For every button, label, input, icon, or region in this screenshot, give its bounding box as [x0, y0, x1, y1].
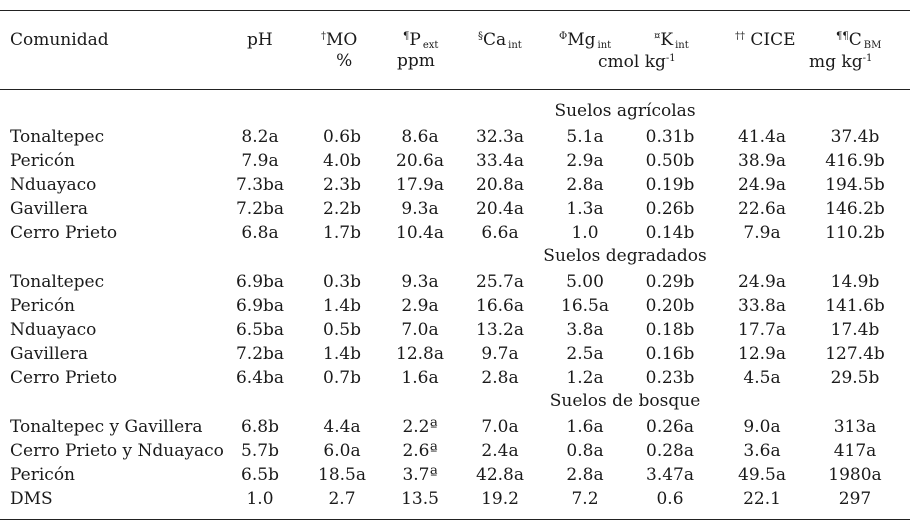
header-mo-label: MO: [326, 30, 358, 50]
header-cice-mark: ††: [735, 31, 745, 42]
value-cell: 141.6b: [825, 296, 885, 316]
value-cell: 20.6a: [396, 151, 444, 171]
value-cell: 9.7a: [481, 344, 519, 364]
value-cell: 14.9b: [830, 272, 880, 292]
value-cell: 297: [838, 489, 872, 509]
value-cell: 9.3a: [401, 199, 439, 219]
value-cell: 2.5a: [566, 344, 604, 364]
table-row: [0, 463, 910, 487]
value-cell: 7.9a: [241, 151, 279, 171]
value-cell: 6.5b: [241, 465, 279, 485]
section-title-label: Suelos agrícolas: [554, 101, 696, 121]
value-cell: 10.4a: [396, 223, 444, 243]
value-cell: 16.6a: [476, 296, 524, 316]
header-mo-unit: %: [336, 51, 353, 71]
community-cell: Gavillera: [10, 199, 88, 219]
value-cell: 2.9a: [566, 151, 604, 171]
value-cell: 19.2: [481, 489, 519, 509]
value-cell: 313a: [833, 417, 877, 437]
table-row: [0, 487, 910, 511]
value-cell: 5.7b: [241, 441, 279, 461]
value-cell: 416.9b: [825, 151, 885, 171]
community-cell: Tonaltepec y Gavillera: [10, 417, 203, 437]
value-cell: 5.00: [566, 272, 604, 292]
table-row: [0, 342, 910, 366]
value-cell: 17.4b: [830, 320, 880, 340]
value-cell: 7.2ba: [235, 199, 285, 219]
value-cell: 7.3ba: [235, 175, 285, 195]
value-cell: 146.2b: [825, 199, 885, 219]
value-cell: 0.28a: [646, 441, 694, 461]
value-cell: 0.31b: [645, 127, 695, 147]
value-cell: 6.4ba: [235, 368, 285, 388]
community-cell: Tonaltepec: [10, 272, 105, 292]
header-cbm-mark: ¶¶: [836, 31, 849, 42]
value-cell: 9.3a: [401, 272, 439, 292]
value-cell: 6.5ba: [235, 320, 285, 340]
value-cell: 0.8a: [566, 441, 604, 461]
section-title: [0, 100, 910, 122]
value-cell: 7.0a: [481, 417, 519, 437]
value-cell: 2.8a: [566, 175, 604, 195]
table-row: [0, 318, 910, 342]
header-p-mark: ¶: [403, 31, 410, 42]
value-cell: 1.6a: [401, 368, 439, 388]
value-cell: 1980a: [828, 465, 882, 485]
value-cell: 6.9ba: [235, 296, 285, 316]
table-row: [0, 221, 910, 245]
community-cell: Cerro Prieto: [10, 223, 118, 243]
value-cell: 20.4a: [476, 199, 524, 219]
value-cell: 49.5a: [738, 465, 786, 485]
value-cell: 5.1a: [566, 127, 604, 147]
value-cell: 3.6a: [743, 441, 781, 461]
value-cell: 0.20b: [645, 296, 695, 316]
value-cell: 0.26b: [645, 199, 695, 219]
section-title-label: Suelos degradados: [543, 246, 707, 266]
value-cell: 0.50b: [645, 151, 695, 171]
value-cell: 0.16b: [645, 344, 695, 364]
community-cell: Cerro Prieto y Nduayaco: [10, 441, 224, 461]
value-cell: 6.9ba: [235, 272, 285, 292]
value-cell: 0.6: [656, 489, 684, 509]
value-cell: 13.5: [401, 489, 439, 509]
table-row: [0, 439, 910, 463]
value-cell: 1.0: [571, 223, 599, 243]
header-ca-mark: §: [478, 31, 483, 42]
value-cell: 0.26a: [646, 417, 694, 437]
value-cell: 33.8a: [738, 296, 786, 316]
community-cell: Tonaltepec: [10, 127, 105, 147]
value-cell: 25.7a: [476, 272, 524, 292]
value-cell: 20.8a: [476, 175, 524, 195]
header-cation-unit: [598, 52, 676, 73]
value-cell: 12.9a: [738, 344, 786, 364]
header-mg: [559, 30, 611, 51]
header-p-label: P: [409, 30, 421, 50]
value-cell: 2.3b: [323, 175, 361, 195]
value-cell: 6.8b: [241, 417, 279, 437]
header-ca-label: Ca: [483, 30, 507, 50]
header-rule: [0, 89, 910, 90]
header-k: [654, 30, 689, 51]
value-cell: 0.6b: [323, 127, 361, 147]
value-cell: 22.1: [743, 489, 781, 509]
value-cell: 2.2b: [323, 199, 361, 219]
community-cell: Nduayaco: [10, 320, 97, 340]
value-cell: 194.5b: [825, 175, 885, 195]
table-row: [0, 294, 910, 318]
value-cell: 2.6ª: [402, 441, 438, 461]
table-row: [0, 125, 910, 149]
table-row: [0, 149, 910, 173]
value-cell: 3.47a: [646, 465, 694, 485]
value-cell: 0.14b: [645, 223, 695, 243]
value-cell: 0.7b: [323, 368, 361, 388]
community-cell: Cerro Prieto: [10, 368, 118, 388]
header-community-label: Comunidad: [10, 30, 109, 50]
header-cbm-unit-exp: -1: [862, 53, 873, 64]
header-cation-unit-label: cmol kg: [598, 52, 666, 72]
header-community: [10, 30, 109, 51]
value-cell: 7.0a: [401, 320, 439, 340]
header-ph-label: pH: [247, 30, 273, 50]
value-cell: 7.9a: [743, 223, 781, 243]
value-cell: 1.4b: [323, 344, 361, 364]
value-cell: 2.8a: [566, 465, 604, 485]
header-p-sub: ext: [422, 40, 439, 51]
value-cell: 29.5b: [830, 368, 880, 388]
value-cell: 2.2ª: [402, 417, 438, 437]
header-cbm: [836, 30, 881, 51]
value-cell: 1.2a: [566, 368, 604, 388]
community-cell: Pericón: [10, 465, 76, 485]
table-row: [0, 415, 910, 439]
value-cell: 0.29b: [645, 272, 695, 292]
value-cell: 7.2ba: [235, 344, 285, 364]
table-row: [0, 366, 910, 390]
value-cell: 24.9a: [738, 272, 786, 292]
header-mo: [321, 30, 357, 72]
value-cell: 12.8a: [396, 344, 444, 364]
header-cbm-unit-label: mg kg: [809, 52, 863, 72]
value-cell: 2.7: [328, 489, 356, 509]
community-cell: DMS: [10, 489, 53, 509]
header-cbm-label: C: [848, 30, 862, 50]
value-cell: 17.7a: [738, 320, 786, 340]
value-cell: 0.23b: [645, 368, 695, 388]
table-row: [0, 197, 910, 221]
value-cell: 33.4a: [476, 151, 524, 171]
value-cell: 127.4b: [825, 344, 885, 364]
value-cell: 2.9a: [401, 296, 439, 316]
header-k-label: K: [660, 30, 674, 50]
bottom-rule: [0, 519, 910, 520]
value-cell: 13.2a: [476, 320, 524, 340]
header-k-mark: ¤: [654, 31, 661, 42]
value-cell: 6.8a: [241, 223, 279, 243]
value-cell: 24.9a: [738, 175, 786, 195]
value-cell: 1.7b: [323, 223, 361, 243]
header-cbm-sub: BM: [863, 40, 882, 51]
value-cell: 8.2a: [241, 127, 279, 147]
value-cell: 0.5b: [323, 320, 361, 340]
header-mg-sub: int: [597, 40, 612, 51]
value-cell: 417a: [833, 441, 877, 461]
value-cell: 7.2: [571, 489, 599, 509]
section-title-label: Suelos de bosque: [549, 391, 701, 411]
value-cell: 38.9a: [738, 151, 786, 171]
value-cell: 110.2b: [825, 223, 885, 243]
header-cice-label: CICE: [750, 30, 796, 50]
value-cell: 0.19b: [645, 175, 695, 195]
value-cell: 0.3b: [323, 272, 361, 292]
community-cell: Pericón: [10, 296, 76, 316]
community-cell: Pericón: [10, 151, 76, 171]
section-title: [0, 245, 910, 267]
header-p-unit: ppm: [397, 51, 435, 71]
header-k-sub: int: [675, 40, 689, 51]
value-cell: 4.5a: [743, 368, 781, 388]
value-cell: 8.6a: [401, 127, 439, 147]
table-row: [0, 270, 910, 294]
header-ca-sub: int: [508, 40, 522, 51]
header-p: [397, 30, 439, 72]
value-cell: 3.8a: [566, 320, 604, 340]
header-ph: [247, 30, 273, 51]
value-cell: 0.18b: [645, 320, 695, 340]
header-mg-mark: Φ: [559, 31, 568, 42]
value-cell: 32.3a: [476, 127, 524, 147]
value-cell: 2.4a: [481, 441, 519, 461]
community-cell: Gavillera: [10, 344, 88, 364]
value-cell: 37.4b: [830, 127, 880, 147]
header-cation-unit-exp: -1: [665, 53, 676, 64]
value-cell: 4.0b: [323, 151, 361, 171]
value-cell: 17.9a: [396, 175, 444, 195]
value-cell: 3.7ª: [402, 465, 438, 485]
value-cell: 16.5a: [561, 296, 609, 316]
value-cell: 6.6a: [481, 223, 519, 243]
value-cell: 42.8a: [476, 465, 524, 485]
value-cell: 9.0a: [743, 417, 781, 437]
value-cell: 1.6a: [566, 417, 604, 437]
header-cice: [735, 30, 796, 51]
value-cell: 2.8a: [481, 368, 519, 388]
value-cell: 18.5a: [318, 465, 366, 485]
value-cell: 22.6a: [738, 199, 786, 219]
value-cell: 1.4b: [323, 296, 361, 316]
top-rule: [0, 10, 910, 11]
value-cell: 1.0: [246, 489, 274, 509]
community-cell: Nduayaco: [10, 175, 97, 195]
value-cell: 4.4a: [323, 417, 361, 437]
header-cbm-unit: [809, 52, 872, 73]
header-mo-mark: †: [321, 31, 326, 42]
header-ca: [478, 30, 522, 51]
section-title: [0, 390, 910, 412]
header-mg-label: Mg: [567, 30, 596, 50]
value-cell: 6.0a: [323, 441, 361, 461]
table-row: [0, 173, 910, 197]
value-cell: 1.3a: [566, 199, 604, 219]
value-cell: 41.4a: [738, 127, 786, 147]
